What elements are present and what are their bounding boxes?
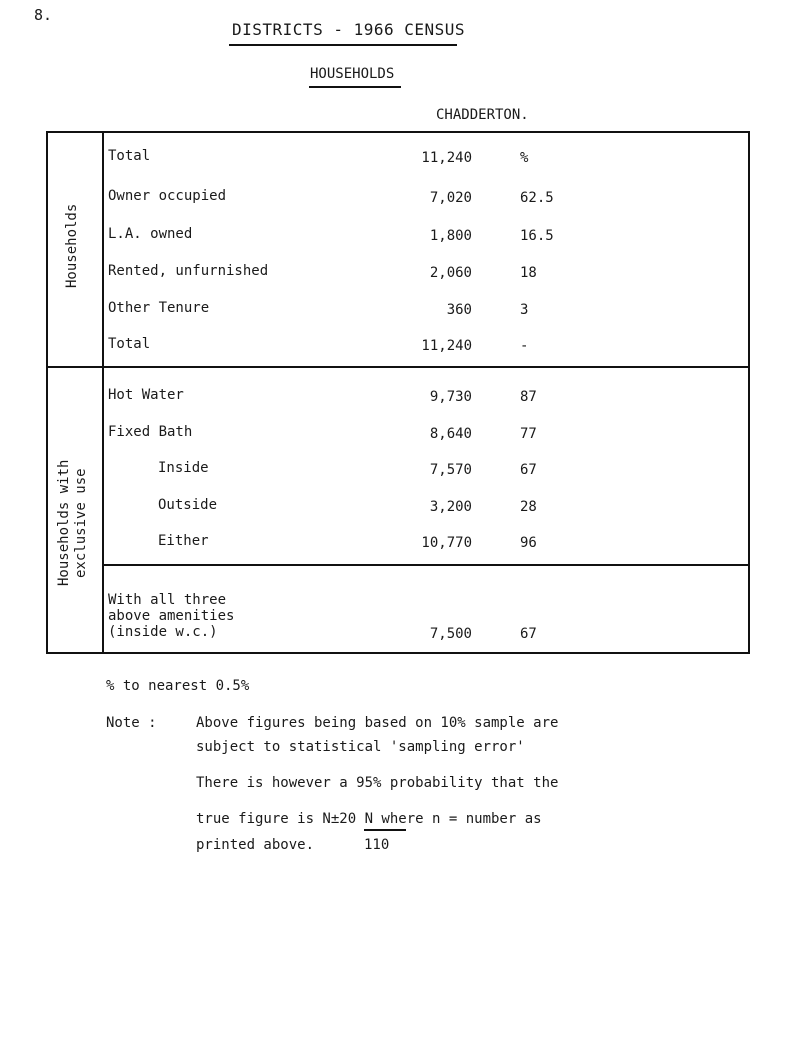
side-label-line2: exclusive use [73, 468, 89, 578]
row-label: Inside [158, 460, 209, 476]
page-title: DISTRICTS - 1966 CENSUS [232, 20, 466, 39]
row-percent: - [520, 338, 529, 354]
row-label: Either [158, 533, 209, 549]
subtitle-underline [309, 86, 401, 88]
row-percent: 3 [520, 302, 529, 318]
row-value: 11,240 [421, 150, 472, 166]
exclusive-use-side-label [56, 418, 90, 628]
title-underline [229, 44, 457, 46]
page-number: 8. [34, 6, 53, 24]
page-reference: 110 [364, 837, 390, 853]
row-value: 7,020 [429, 190, 472, 206]
district-name: CHADDERTON. [436, 107, 529, 123]
row-percent: 87 [520, 389, 537, 405]
row-percent: 16.5 [520, 228, 554, 244]
note-prefix: Note : [106, 715, 157, 731]
page-ref-rule [364, 829, 406, 831]
note-line: There is however a 95% probability that the [196, 775, 559, 791]
section-subtitle: HOUSEHOLDS [310, 66, 395, 82]
row-value: 10,770 [421, 535, 472, 551]
note-line: subject to statistical 'sampling error' [196, 739, 525, 755]
row-label: L.A. owned [108, 226, 193, 242]
row-value: 7,570 [429, 462, 472, 478]
note-line: printed above. [196, 837, 315, 853]
row-label: Rented, unfurnished [108, 263, 269, 279]
row-label: Hot Water [108, 387, 184, 403]
row-label: Total [108, 148, 151, 164]
amenities-label-line2: above amenities [108, 608, 235, 624]
table-column-divider [102, 131, 104, 654]
amenities-percent: 67 [520, 626, 537, 642]
row-value: 9,730 [429, 389, 472, 405]
note-line: Above figures being based on 10% sample are [196, 715, 559, 731]
table-section-divider [46, 366, 750, 368]
row-label: Owner occupied [108, 188, 227, 204]
row-percent: % [520, 150, 529, 166]
row-percent: 77 [520, 426, 537, 442]
row-value: 1,800 [429, 228, 472, 244]
row-label: Outside [158, 497, 218, 513]
row-percent: 28 [520, 499, 537, 515]
row-value: 2,060 [429, 265, 472, 281]
amenities-label [108, 592, 234, 640]
amenities-label-line1: With all three [108, 592, 227, 608]
row-value: 3,200 [429, 499, 472, 515]
row-value: 8,640 [429, 426, 472, 442]
row-label: Other Tenure [108, 300, 210, 316]
row-percent: 18 [520, 265, 537, 281]
amenities-value: 7,500 [429, 626, 472, 642]
households-side-label: Households [64, 203, 80, 289]
amenities-divider [102, 564, 750, 566]
row-percent: 62.5 [520, 190, 554, 206]
rounding-note: % to nearest 0.5% [106, 678, 250, 694]
side-label-line1: Households with [56, 459, 72, 587]
row-percent: 96 [520, 535, 537, 551]
row-value: 11,240 [421, 338, 472, 354]
row-label: Fixed Bath [108, 424, 193, 440]
row-percent: 67 [520, 462, 537, 478]
note-line: true figure is N±20 N where n = number as [196, 811, 542, 827]
row-label: Total [108, 336, 151, 352]
row-value: 360 [446, 302, 472, 318]
amenities-label-line3: (inside w.c.) [108, 624, 218, 640]
